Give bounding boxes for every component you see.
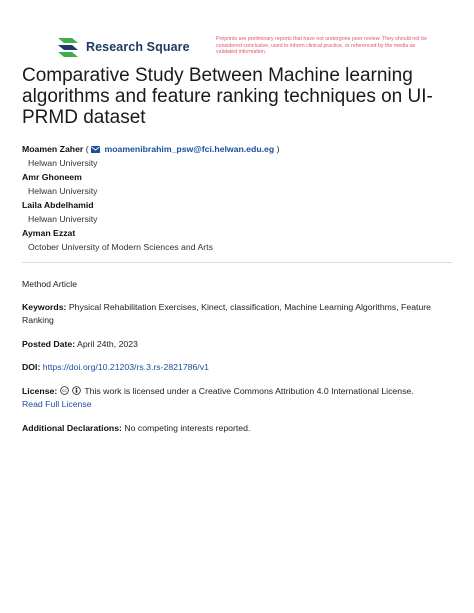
license — [22, 385, 452, 410]
keywords — [22, 301, 452, 326]
author-affiliation: October University of Modern Sciences and Arts — [28, 242, 213, 252]
brand-name: Research Square — [86, 40, 190, 54]
author-email-link[interactable]: moamenibrahim_psw@fci.helwan.edu.eg — [104, 144, 275, 154]
declarations-value: No competing interests reported. — [124, 423, 251, 433]
author-entry: Moamen Zaher ( moamenibrahim_psw@fci.helwan.edu.eg ) — [22, 144, 280, 154]
license-value: This work is licensed under a Creative Commons Attribution 4.0 International License. — [84, 386, 414, 396]
article-type: Method Article — [22, 279, 78, 289]
author-name: Amr Ghoneem — [22, 172, 82, 182]
license-label: License: — [22, 386, 58, 396]
author-name: Ayman Ezzat — [22, 228, 76, 238]
section-divider — [22, 262, 452, 263]
posted-date — [22, 338, 452, 351]
author-affiliation: Helwan University — [28, 214, 98, 224]
posted-date-label: Posted Date: — [22, 339, 76, 349]
author-name: Moamen Zaher — [22, 144, 84, 154]
doi-label: DOI: — [22, 362, 41, 372]
additional-declarations — [22, 422, 452, 435]
header — [56, 36, 428, 60]
author-affiliation: Helwan University — [28, 158, 98, 168]
author-affiliation: Helwan University — [28, 186, 98, 196]
declarations-label: Additional Declarations: — [22, 423, 122, 433]
doi — [22, 361, 452, 374]
svg-text:cc: cc — [61, 388, 67, 394]
creative-commons-icon — [60, 386, 69, 395]
keywords-label: Keywords: — [22, 302, 67, 312]
research-square-logo-icon — [56, 36, 80, 58]
posted-date-value: April 24th, 2023 — [77, 339, 138, 349]
envelope-icon — [91, 146, 100, 153]
attribution-icon — [72, 386, 81, 395]
preprint-disclaimer: Preprints are preliminary reports that have not undergone peer review. They should not be considered conclusive, used to inform clinical practice, or referenced by the media as validated information. — [216, 36, 428, 56]
read-full-license-link[interactable]: Read Full License — [22, 398, 92, 409]
keywords-value: Physical Rehabilitation Exercises, Kinect, classification, Machine Learning Algorithms, Feature Ranking — [22, 302, 431, 325]
doi-link[interactable]: https://doi.org/10.21203/rs.3.rs-2821786/v1 — [42, 362, 209, 372]
article-title: Comparative Study Between Machine learning algorithms and feature ranking techniques on UI-PRMD dataset — [22, 65, 433, 128]
author-name: Laila Abdelhamid — [22, 200, 94, 210]
research-square-logo[interactable] — [56, 36, 190, 58]
author-list — [22, 142, 452, 254]
